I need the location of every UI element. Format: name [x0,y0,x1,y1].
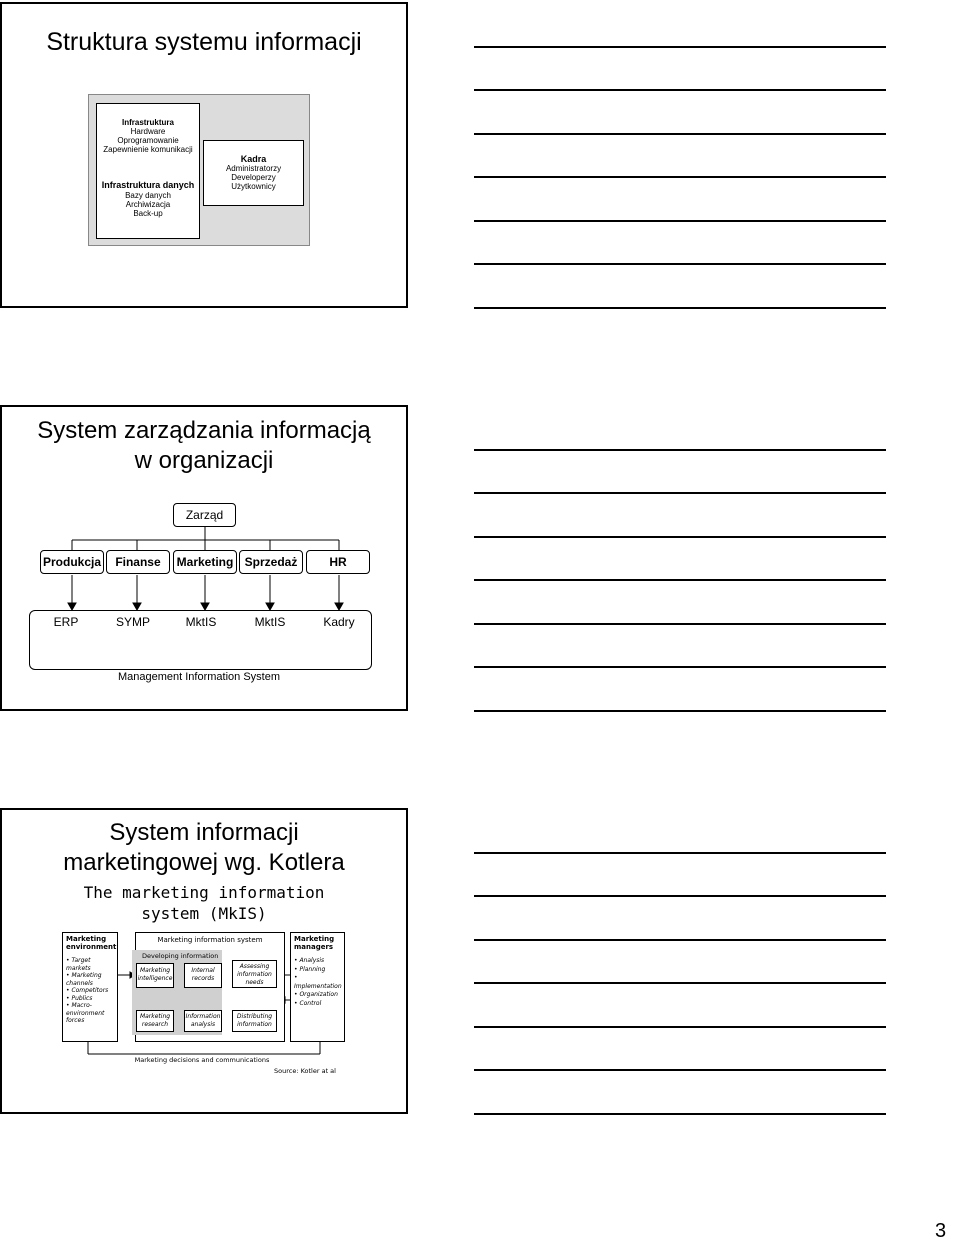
slide-1-title: Struktura systemu informacji [46,28,362,56]
environment-item: • Macro-environment forces [66,1002,105,1024]
slide-3-subtitle-line: system (MkIS) [141,904,267,923]
environment-title-line: Marketing [66,935,107,943]
managers-item: • Analysis [294,957,325,964]
structure-diagram [88,94,310,246]
slide-1 [0,2,408,308]
staff-item: Developerzy [231,173,276,182]
department-label: Sprzedaż [244,555,298,569]
environment-title-line: environment [66,943,117,951]
board-label: Zarząd [185,508,224,522]
system-title: Marketing information system [157,936,263,944]
environment-list [66,957,114,1025]
infrastructure-item: Hardware [130,127,166,136]
staff-title: Kadra [240,154,267,164]
note-line [474,492,886,494]
managers-list [294,957,341,1008]
note-line [474,852,886,854]
note-line [474,220,886,222]
note-line [474,133,886,135]
note-line [474,536,886,538]
staff-item: Użytkownicy [231,182,276,191]
note-line [474,449,886,451]
note-line [474,982,886,984]
note-line [474,176,886,178]
department-label: HR [329,555,347,569]
slide-2-title-line: System zarządzania informacją [37,417,371,444]
department-box [239,550,303,574]
slide-3-title [0,818,408,878]
environment-item: • Target markets [66,957,91,972]
distributing-box: Distributing information [232,1010,277,1032]
department-box [40,550,104,574]
department-box [106,550,170,574]
note-line [474,623,886,625]
note-line [474,579,886,581]
data-infrastructure-title: Infrastruktura danych [101,180,195,190]
managers-title-line: managers [294,943,334,951]
environment-item: • Marketing channels [66,972,102,987]
developing-info-label: Developing information [142,952,219,960]
intelligence-box: Marketing intelligence [136,963,174,988]
analysis-box: Information analysis [184,1010,222,1032]
page-number: 3 [935,1220,947,1242]
data-infrastructure-item: Bazy danych [125,191,171,200]
note-line [474,939,886,941]
board-box [173,503,236,527]
note-line [474,89,886,91]
environment-item: • Publics [66,994,93,1002]
internal-records-box: Internal records [184,963,222,988]
note-line [474,1069,886,1071]
managers-title [294,935,341,951]
note-line [474,666,886,668]
managers-box [290,932,345,1042]
managers-title-line: Marketing [294,935,335,943]
system-label: Kadry [323,615,355,629]
infrastructure-item: Zapewnienie komunikacji [103,145,193,154]
managers-item: • Planning [294,965,326,973]
infrastructure-box [96,103,200,239]
data-infrastructure-item: Archiwizacja [125,200,171,209]
environment-item: • Competitors [66,987,109,994]
department-box [306,550,370,574]
department-label: Marketing [176,555,234,569]
mis-footer: Management Information System [117,671,281,683]
staff-item: Administratorzy [225,164,282,173]
environment-box [62,932,118,1042]
note-line [474,1026,886,1028]
department-box [173,550,237,574]
slide-3-title-line: System informacji [109,819,299,846]
slide-3-subtitle-line: The marketing information [83,883,325,902]
staff-box [203,140,304,206]
research-box: Marketing research [136,1010,174,1032]
system-label: MktIS [254,615,286,629]
managers-item: • Control [294,999,322,1007]
decisions-label: Marketing decisions and communications [134,1056,270,1064]
system-label: SYMP [115,615,150,629]
managers-item: • Implementation [294,974,342,990]
data-infrastructure-item: Back-up [133,209,163,218]
assessing-box: Assessing information needs [232,960,277,988]
slide-3-subtitle [0,882,408,924]
managers-item: • Organization [294,991,338,998]
department-label: Produkcja [42,555,102,569]
note-line [474,263,886,265]
kotler-diagram [62,930,347,1080]
infrastructure-title: Infrastruktura [121,118,174,127]
note-line [474,895,886,897]
department-label: Finanse [115,555,161,569]
slide-2-title-line: w organizacji [134,447,274,474]
system-label: MktIS [185,615,217,629]
system-label: ERP [53,615,79,629]
slide-3-title-line: marketingowej wg. Kotlera [63,849,345,876]
note-line [474,710,886,712]
note-line [474,1113,886,1115]
environment-title [66,935,117,951]
note-line [474,307,886,309]
infrastructure-item: Oprogramowanie [117,136,179,145]
source-label: Source: Kotler at al [274,1067,336,1075]
note-line [474,46,886,48]
